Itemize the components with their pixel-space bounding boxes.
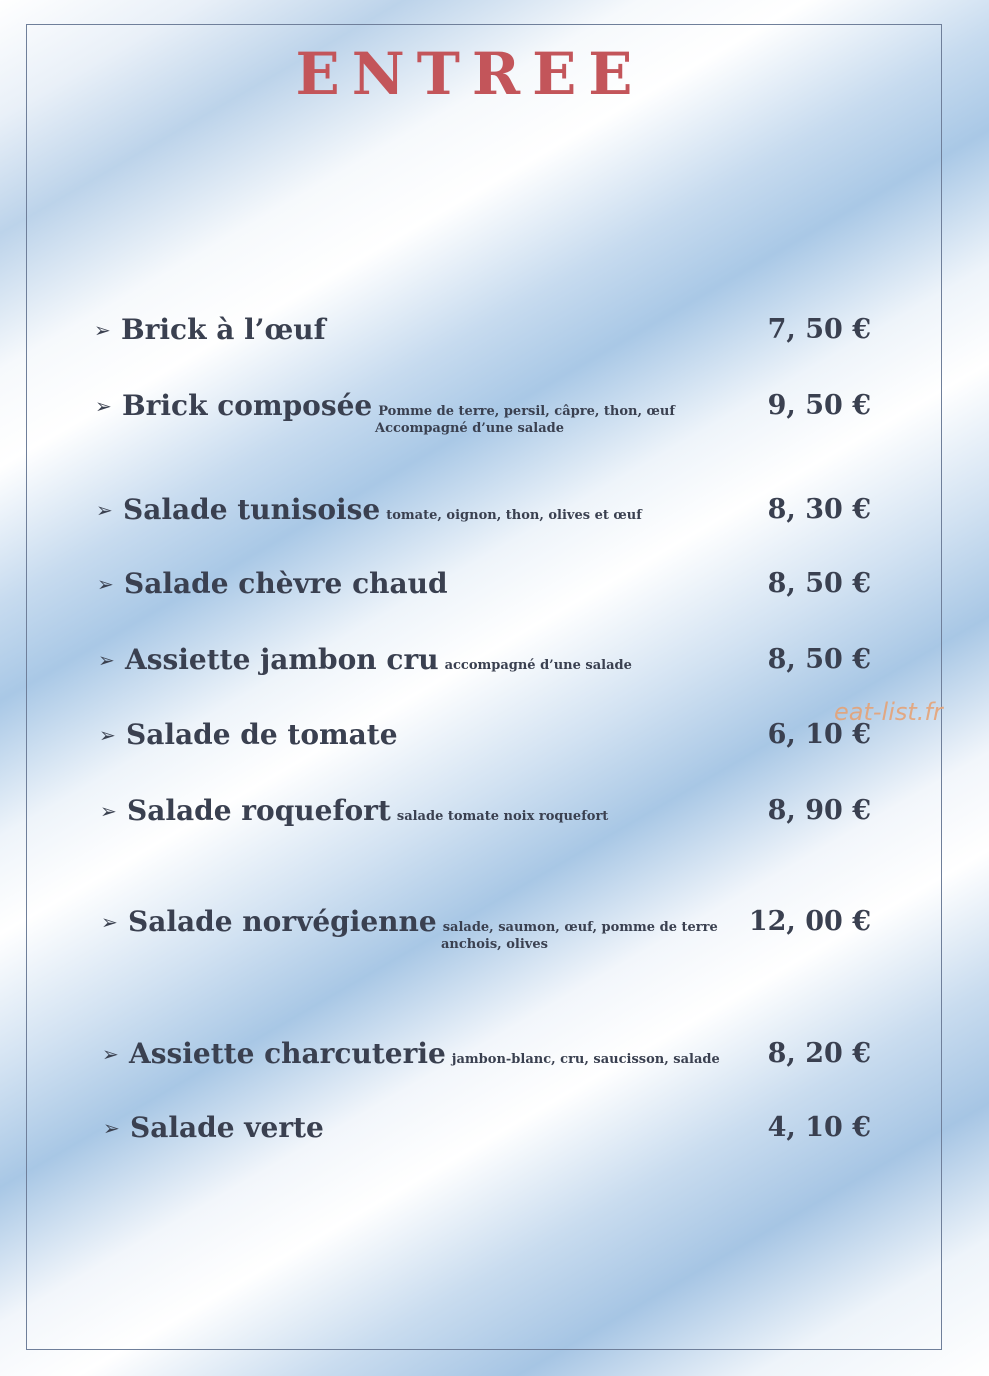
item-description-line2: anchois, olives: [441, 937, 548, 952]
item-description-line2: Accompagné d’une salade: [375, 421, 564, 436]
menu-item: [0, 905, 989, 965]
menu-item: [0, 643, 989, 703]
item-description: Pomme de terre, persil, câpre, thon, œuf: [378, 404, 675, 419]
item-description: salade tomate noix roquefort: [396, 809, 609, 824]
item-name: Salade norvégienne: [128, 905, 437, 938]
menu-title: ENTREE: [295, 40, 645, 108]
item-price: 6, 10 €: [767, 719, 871, 750]
arrow-bullet-icon: ➢: [102, 1042, 119, 1066]
item-name: Salade chèvre chaud: [124, 567, 448, 600]
item-price: 4, 10 €: [767, 1112, 871, 1143]
arrow-bullet-icon: ➢: [99, 723, 116, 747]
item-price: 12, 00 €: [748, 906, 871, 937]
menu-item: [0, 794, 989, 854]
arrow-bullet-icon: ➢: [100, 799, 117, 823]
item-name: Assiette charcuterie: [129, 1037, 446, 1070]
menu-item: [0, 493, 989, 553]
item-description: tomate, oignon, thon, olives et œuf: [386, 508, 642, 523]
menu-item: [0, 389, 989, 449]
item-price: 9, 50 €: [767, 390, 871, 421]
item-price: 7, 50 €: [767, 314, 871, 345]
watermark: eat-list.fr: [834, 698, 943, 726]
item-description: accompagné d’une salade: [444, 658, 632, 673]
item-price: 8, 20 €: [767, 1038, 871, 1069]
item-price: 8, 50 €: [767, 644, 871, 675]
item-price: 8, 30 €: [767, 494, 871, 525]
item-price: 8, 50 €: [767, 568, 871, 599]
arrow-bullet-icon: ➢: [95, 394, 112, 418]
item-description: jambon-blanc, cru, saucisson, salade: [451, 1052, 720, 1067]
item-description: salade, saumon, œuf, pomme de terre: [442, 920, 718, 935]
menu-item: [0, 1111, 989, 1171]
item-price: 8, 90 €: [767, 795, 871, 826]
item-name: Salade roquefort: [127, 794, 391, 827]
item-name: Salade de tomate: [126, 718, 398, 751]
item-name: Salade tunisoise: [123, 493, 381, 526]
menu-item: [0, 567, 989, 627]
arrow-bullet-icon: ➢: [97, 572, 114, 596]
item-name: Brick composée: [122, 389, 373, 422]
arrow-bullet-icon: ➢: [101, 910, 118, 934]
arrow-bullet-icon: ➢: [98, 648, 115, 672]
item-name: Brick à l’œuf: [121, 313, 326, 346]
item-name: Assiette jambon cru: [125, 643, 439, 676]
item-name: Salade verte: [130, 1111, 324, 1144]
arrow-bullet-icon: ➢: [103, 1116, 120, 1140]
menu-item: [0, 1037, 989, 1097]
menu-item: [0, 313, 989, 373]
arrow-bullet-icon: ➢: [94, 318, 111, 342]
menu-item: [0, 718, 989, 778]
arrow-bullet-icon: ➢: [96, 498, 113, 522]
